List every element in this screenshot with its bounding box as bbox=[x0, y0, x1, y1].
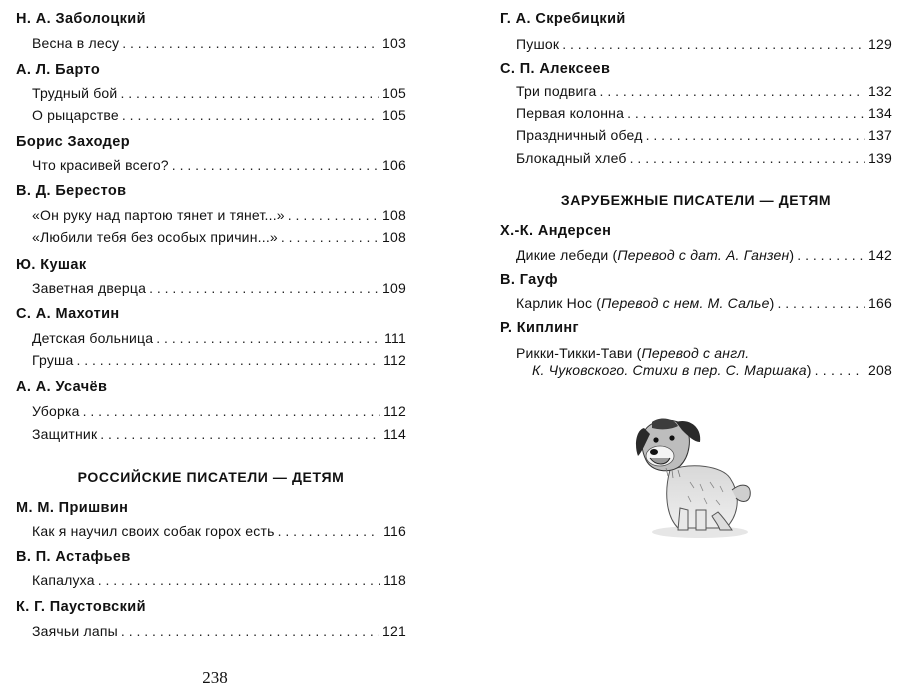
toc-entry[interactable] bbox=[516, 83, 892, 99]
dot-leader bbox=[646, 127, 865, 143]
toc-entry[interactable]: Карлик Нос (Перевод с нем. М. Салье) . . . 166 bbox=[516, 295, 892, 311]
entry-page: 208 bbox=[868, 362, 892, 378]
toc-entry[interactable] bbox=[32, 207, 406, 223]
entry-title: Уборка bbox=[32, 403, 80, 419]
entry-page: 112 bbox=[383, 403, 406, 419]
toc-entry[interactable] bbox=[32, 35, 406, 51]
entry-page: 111 bbox=[384, 330, 406, 346]
dot-leader bbox=[83, 403, 380, 419]
entry-title: Заячьи лапы bbox=[32, 623, 118, 639]
entry-page: 109 bbox=[382, 280, 406, 296]
entry-page: 139 bbox=[868, 150, 892, 166]
dot-leader bbox=[281, 229, 379, 245]
dot-leader bbox=[156, 330, 381, 346]
translation-note: Перевод с нем. М. Салье bbox=[601, 295, 770, 311]
entry-page: 103 bbox=[382, 35, 406, 51]
toc-entry[interactable] bbox=[516, 127, 892, 143]
section-title: ЗАРУБЕЖНЫЕ ПИСАТЕЛИ — ДЕТЯМ bbox=[560, 192, 832, 208]
dot-leader bbox=[149, 280, 379, 296]
toc-entry[interactable] bbox=[32, 352, 406, 368]
author-heading: В. Гауф bbox=[500, 272, 558, 288]
entry-title: Детская больница bbox=[32, 330, 154, 346]
entry-title: Рикки-Тикки-Тави bbox=[516, 345, 633, 361]
toc-entry[interactable] bbox=[32, 623, 406, 639]
dot-leader bbox=[122, 35, 379, 51]
dot-leader bbox=[777, 295, 865, 311]
author-heading: К. Г. Паустовский bbox=[16, 599, 146, 615]
entry-page: 142 bbox=[868, 247, 892, 263]
entry-page: 106 bbox=[382, 157, 406, 173]
author-heading: Р. Киплинг bbox=[500, 320, 579, 336]
toc-entry[interactable]: Дикие лебеди (Перевод с дат. А. Ганзен) . . . 142 bbox=[516, 247, 892, 263]
entry-title: Карлик Нос bbox=[516, 295, 593, 311]
entry-title: О рыцарстве bbox=[32, 107, 119, 123]
dot-leader bbox=[122, 107, 379, 123]
entry-page: 114 bbox=[383, 426, 406, 442]
author-heading: С. П. Алексеев bbox=[500, 61, 611, 77]
entry-title: Пушок bbox=[516, 36, 560, 52]
entry-page: 108 bbox=[382, 229, 406, 245]
page-number: 238 bbox=[202, 668, 228, 687]
author-heading: А. Л. Барто bbox=[16, 62, 101, 78]
toc-entry[interactable] bbox=[32, 523, 406, 539]
dot-leader bbox=[600, 83, 865, 99]
entry-title: Весна в лесу bbox=[32, 35, 120, 51]
translation-note: К. Чуковского. Стихи в пер. С. Маршака bbox=[532, 362, 807, 378]
entry-title: Как я научил своих собак горох есть bbox=[32, 523, 275, 539]
entry-page: 118 bbox=[383, 572, 406, 588]
toc-entry[interactable] bbox=[32, 426, 406, 442]
toc-entry[interactable] bbox=[516, 36, 892, 52]
author-heading: Г. А. Скребицкий bbox=[500, 11, 626, 27]
entry-title: Что красивей всего? bbox=[32, 157, 169, 173]
entry-page: 134 bbox=[868, 105, 892, 121]
entry-page: 105 bbox=[382, 85, 406, 101]
dot-leader bbox=[100, 426, 380, 442]
dot-leader bbox=[121, 623, 379, 639]
toc-entry[interactable] bbox=[32, 403, 406, 419]
entry-title: Блокадный хлеб bbox=[516, 150, 627, 166]
entry-title: Капалуха bbox=[32, 572, 95, 588]
entry-page: 105 bbox=[382, 107, 406, 123]
author-heading: Х.-К. Андерсен bbox=[500, 223, 612, 239]
toc-entry[interactable] bbox=[516, 150, 892, 166]
dot-leader bbox=[627, 105, 865, 121]
dot-leader bbox=[630, 150, 865, 166]
dot-leader bbox=[815, 362, 865, 378]
entry-page: 108 bbox=[382, 207, 406, 223]
toc-entry[interactable] bbox=[32, 107, 406, 123]
entry-title: Три подвига bbox=[516, 83, 597, 99]
dot-leader bbox=[562, 36, 865, 52]
toc-entry[interactable] bbox=[32, 280, 406, 296]
entry-title: Трудный бой bbox=[32, 85, 118, 101]
entry-title: Дикие лебеди bbox=[516, 247, 609, 263]
author-heading: М. М. Пришвин bbox=[16, 500, 129, 516]
entry-title: Защитник bbox=[32, 426, 98, 442]
entry-page: 137 bbox=[868, 127, 892, 143]
entry-page: 166 bbox=[868, 295, 892, 311]
dot-leader bbox=[278, 523, 381, 539]
author-heading: Н. А. Заболоцкий bbox=[16, 11, 146, 27]
toc-entry[interactable] bbox=[516, 105, 892, 121]
dot-leader bbox=[288, 207, 379, 223]
dot-leader bbox=[797, 247, 865, 263]
section-title: РОССИЙСКИЕ ПИСАТЕЛИ — ДЕТЯМ bbox=[77, 469, 345, 485]
dot-leader bbox=[76, 352, 380, 368]
author-heading: Борис Заходер bbox=[16, 134, 130, 150]
entry-page: 121 bbox=[382, 623, 406, 639]
author-heading: С. А. Махотин bbox=[16, 306, 120, 322]
author-heading: Ю. Кушак bbox=[16, 257, 87, 273]
entry-page: 129 bbox=[868, 36, 892, 52]
entry-title: Заветная дверца bbox=[32, 280, 147, 296]
dot-leader bbox=[98, 572, 380, 588]
entry-page: 132 bbox=[868, 83, 892, 99]
toc-entry[interactable] bbox=[32, 157, 406, 173]
dog-illustration-icon bbox=[630, 412, 760, 540]
dot-leader bbox=[120, 85, 379, 101]
toc-entry[interactable] bbox=[32, 229, 406, 245]
author-heading: В. Д. Берестов bbox=[16, 183, 127, 199]
entry-title: Груша bbox=[32, 352, 74, 368]
entry-page: 116 bbox=[383, 523, 406, 539]
translation-note: Перевод с дат. А. Ганзен bbox=[617, 247, 790, 263]
entry-page: 112 bbox=[383, 352, 406, 368]
author-heading: В. П. Астафьев bbox=[16, 549, 131, 565]
entry-title: «Любили тебя без особых причин...» bbox=[32, 229, 278, 245]
entry-title: Первая колонна bbox=[516, 105, 625, 121]
toc-entry[interactable] bbox=[32, 330, 406, 346]
toc-entry[interactable] bbox=[32, 572, 406, 588]
entry-title: «Он руку над партою тянет и тянет...» bbox=[32, 207, 285, 223]
dot-leader bbox=[172, 157, 379, 173]
translation-note: Перевод с англ. bbox=[641, 345, 750, 361]
entry-title: Праздничный обед bbox=[516, 127, 643, 143]
toc-entry[interactable] bbox=[32, 85, 406, 101]
author-heading: А. А. Усачёв bbox=[16, 379, 108, 395]
